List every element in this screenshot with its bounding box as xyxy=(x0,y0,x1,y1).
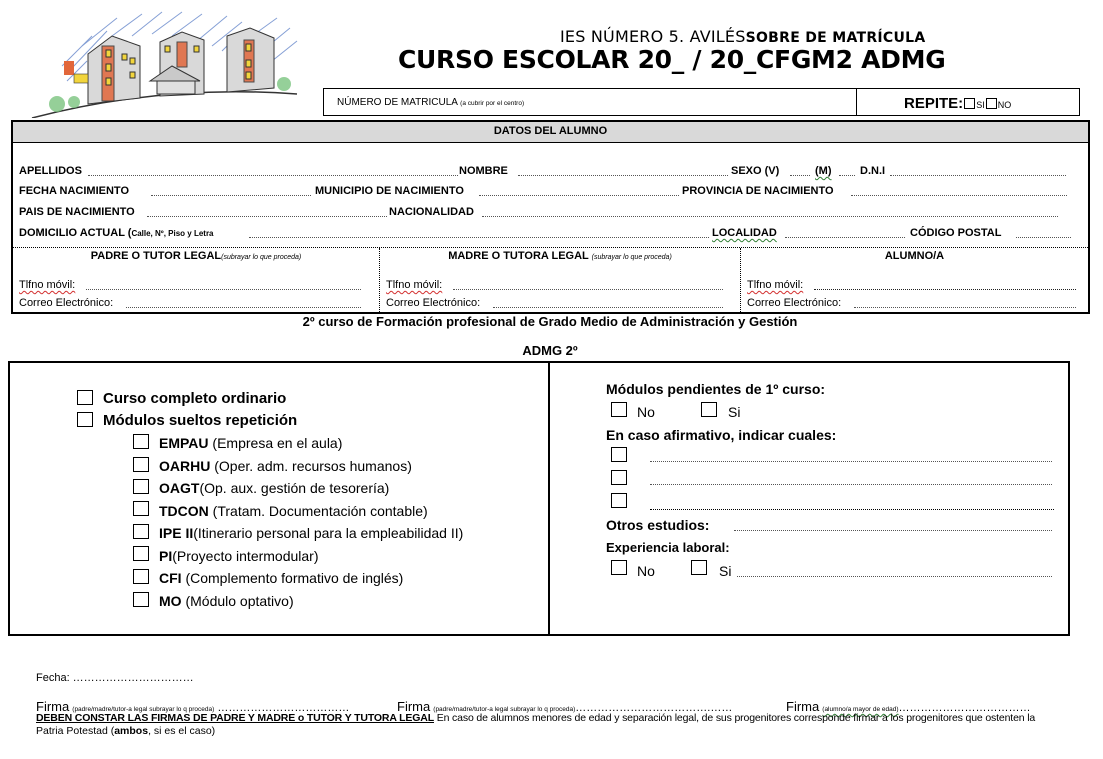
module-desc: (Proyecto intermodular) xyxy=(172,548,319,564)
building-center xyxy=(150,32,204,96)
domicilio-input[interactable] xyxy=(249,237,709,238)
firma-label: Firma xyxy=(786,699,820,714)
alumno-email-input[interactable] xyxy=(854,307,1076,308)
provincia-input[interactable] xyxy=(851,195,1067,196)
module-oarhu xyxy=(159,458,412,474)
module-pi-checkbox[interactable] xyxy=(133,546,149,561)
module-code: OAGT xyxy=(159,480,200,496)
padre-email-label: Correo Electrónico: xyxy=(19,297,114,309)
alumno-phone-label: Tlfno móvil: xyxy=(747,279,804,291)
module-ipe-checkbox[interactable] xyxy=(133,524,149,539)
padre-email-input[interactable] xyxy=(126,307,361,308)
signature-warning xyxy=(36,712,1035,724)
firma-dots: ……………………………… xyxy=(214,702,350,714)
alumno-phone-input[interactable] xyxy=(814,289,1076,290)
enrollment-options-box xyxy=(8,361,1070,636)
firma-dots: ……………………………… xyxy=(898,702,1031,714)
madre-email-label: Correo Electrónico: xyxy=(386,297,481,309)
codigo-postal-label: CÓDIGO POSTAL xyxy=(910,227,1002,239)
domicilio-label xyxy=(19,227,214,239)
warning-line2-b: , si es el caso) xyxy=(148,725,216,737)
module-desc: (Tratam. Documentación contable) xyxy=(208,503,428,519)
municipio-label: MUNICIPIO DE NACIMIENTO xyxy=(315,185,464,197)
sexo-v-label: SEXO (V) xyxy=(731,165,780,177)
madre-email-input[interactable] xyxy=(493,307,723,308)
repite-field xyxy=(857,89,1079,115)
firma-label: Firma xyxy=(397,699,431,714)
otros-estudios-label: Otros estudios: xyxy=(606,517,710,533)
provincia-label: PROVINCIA DE NACIMIENTO xyxy=(682,185,834,197)
program-title: 2º curso de Formación profesional de Grado Medio de Administración y Gestión xyxy=(302,314,798,329)
warning-bold: DEBEN CONSTAR LAS FIRMAS DE PADRE Y MADRE o TUTOR Y TUTORA LEGAL xyxy=(36,712,434,724)
pendiente-2-checkbox[interactable] xyxy=(611,470,627,485)
nacionalidad-input[interactable] xyxy=(482,216,1058,217)
experiencia-label: Experiencia laboral: xyxy=(606,540,730,555)
student-data-header: DATOS DEL ALUMNO xyxy=(13,122,1088,143)
experiencia-no-label: No xyxy=(637,563,655,579)
module-cfi xyxy=(159,570,403,586)
repite-no-checkbox[interactable] xyxy=(986,98,997,109)
module-oagt xyxy=(159,480,389,496)
alumno-email-label: Correo Electrónico: xyxy=(747,297,842,309)
madre-phone-input[interactable] xyxy=(453,289,723,290)
apellidos-input[interactable] xyxy=(88,175,458,176)
modulos-sueltos-checkbox[interactable] xyxy=(77,412,93,427)
fecha-nacimiento-text: FECHA NACIMIENTO xyxy=(19,185,129,197)
module-code: MO xyxy=(159,593,182,609)
otros-estudios-input[interactable] xyxy=(734,530,1052,531)
module-desc: (Empresa en el aula) xyxy=(208,435,343,451)
sexo-m-label: (M) xyxy=(815,165,832,177)
repite-label: REPITE: xyxy=(904,95,964,112)
afirmativo-title: En caso afirmativo, indicar cuales: xyxy=(606,427,837,443)
contact-padre xyxy=(13,248,379,312)
pendiente-1-input[interactable] xyxy=(650,461,1052,462)
curso-completo-checkbox[interactable] xyxy=(77,390,93,405)
dni-label: D.N.I xyxy=(860,165,886,177)
pendientes-si-label: Si xyxy=(728,404,741,420)
firma-note: (padre/madre/tutor-a legal subrayar lo q proceda) xyxy=(72,706,215,713)
fecha-nacimiento-input[interactable] xyxy=(151,195,311,196)
apellidos-label: APELLIDOS xyxy=(19,165,82,177)
pais-input[interactable] xyxy=(147,216,387,217)
fecha-field[interactable]: Fecha: …………………………… xyxy=(36,672,194,684)
padre-phone-input[interactable] xyxy=(86,289,361,290)
module-code: OARHU xyxy=(159,458,211,474)
module-mo xyxy=(159,593,294,609)
contact-alumno xyxy=(740,248,1088,312)
module-code: IPE II xyxy=(159,525,194,541)
pendiente-1-checkbox[interactable] xyxy=(611,447,627,462)
module-desc: (Op. aux. gestión de tesorería) xyxy=(199,480,390,496)
experiencia-si-checkbox[interactable] xyxy=(691,560,707,575)
module-tdcon xyxy=(159,503,428,519)
sexo-v-input[interactable] xyxy=(790,175,810,176)
codigo-postal-input[interactable] xyxy=(1016,237,1071,238)
warning-text: En caso de alumnos menores de edad y separación legal, de sus progenitores corresponde firmar a los progenitores que ostenten la xyxy=(433,712,1036,724)
pendientes-no-label: No xyxy=(637,404,655,420)
warning-line2-a: Patria Potestad ( xyxy=(36,725,115,737)
module-cfi-checkbox[interactable] xyxy=(133,569,149,584)
module-ipe xyxy=(159,525,463,541)
matricula-number-field[interactable] xyxy=(324,89,857,115)
pendiente-3-checkbox[interactable] xyxy=(611,493,627,508)
nacionalidad-label: NACIONALIDAD xyxy=(389,206,474,218)
module-code: TDCON xyxy=(159,503,209,519)
course-title: CURSO ESCOLAR 20_ / 20_CFGM2 ADMG xyxy=(398,45,946,74)
repite-no-label: NO xyxy=(997,100,1012,110)
module-pi xyxy=(159,548,319,564)
nombre-input[interactable] xyxy=(518,175,728,176)
module-desc: (Módulo optativo) xyxy=(181,593,294,609)
building-left xyxy=(88,36,140,104)
contact-madre xyxy=(379,248,740,312)
module-code: CFI xyxy=(159,570,182,586)
madre-phone-label: Tlfno móvil: xyxy=(386,279,443,291)
pendiente-3-input[interactable] xyxy=(650,509,1054,510)
experiencia-si-label: Si xyxy=(719,563,732,579)
module-tdcon-checkbox[interactable] xyxy=(133,501,149,516)
module-desc: (Itinerario personal para la empleabilidad II) xyxy=(193,525,464,541)
module-code: EMPAU xyxy=(159,435,209,451)
firma-note: (alumno/a mayor de edad) xyxy=(822,706,899,713)
domicilio-text: DOMICILIO ACTUAL ( xyxy=(19,227,132,239)
contact-madre-title: MADRE O TUTORA LEGAL xyxy=(448,250,592,262)
localidad-input[interactable] xyxy=(785,237,905,238)
module-oagt-checkbox[interactable] xyxy=(133,479,149,494)
program-code: ADMG 2º xyxy=(522,343,578,358)
matricula-note: (a cubrir por el centro) xyxy=(460,100,525,107)
contacts-section xyxy=(13,247,1088,312)
contact-padre-note: (subrayar lo que proceda) xyxy=(221,254,302,261)
module-code: PI xyxy=(159,548,173,564)
firma-note: (padre/madre/tutor-a legal subrayar lo q proceda) xyxy=(433,706,576,713)
pendientes-no-checkbox[interactable] xyxy=(611,402,627,417)
module-empau-checkbox[interactable] xyxy=(133,434,149,449)
contact-madre-note: (subrayar lo que proceda) xyxy=(591,254,672,261)
sexo-m-input[interactable] xyxy=(839,175,855,176)
school-name: IES NÚMERO 5. AVILÉS xyxy=(560,27,746,46)
school-title xyxy=(560,27,926,46)
contact-alumno-title: ALUMNO/A xyxy=(884,250,945,262)
firma-label: Firma xyxy=(36,699,70,714)
module-desc: (Complemento formativo de inglés) xyxy=(181,570,404,586)
nombre-label: NOMBRE xyxy=(459,165,508,177)
building-right xyxy=(227,28,274,92)
module-mo-checkbox[interactable] xyxy=(133,592,149,607)
repite-si-checkbox[interactable] xyxy=(964,98,975,109)
repite-si-label: SI xyxy=(976,100,985,110)
firma-dots: ……………………………….…… xyxy=(575,702,733,714)
contact-padre-title: PADRE O TUTOR LEGAL xyxy=(90,250,222,262)
modulos-sueltos-label: Módulos sueltos repetición xyxy=(103,412,298,429)
pais-label: PAIS DE NACIMIENTO xyxy=(19,206,135,218)
module-empau xyxy=(159,435,342,451)
dni-input[interactable] xyxy=(890,175,1066,176)
document-type: SOBRE DE MATRÍCULA xyxy=(745,30,926,46)
signature-warning-line2 xyxy=(36,725,215,737)
warning-line2-bold: ambos xyxy=(114,725,149,737)
domicilio-note: Calle, Nº, Piso y Letra xyxy=(131,229,214,238)
student-data-section xyxy=(11,120,1090,314)
pendiente-2-input[interactable] xyxy=(650,484,1052,485)
pendientes-title: Módulos pendientes de 1º curso: xyxy=(606,381,826,397)
experiencia-no-checkbox[interactable] xyxy=(611,560,627,575)
pendientes-si-checkbox[interactable] xyxy=(701,402,717,417)
module-desc: (Oper. adm. recursos humanos) xyxy=(210,458,412,474)
column-divider xyxy=(548,363,550,634)
matricula-box xyxy=(323,88,1080,116)
localidad-label: LOCALIDAD xyxy=(712,227,777,239)
matricula-label: NÚMERO DE MATRICULA xyxy=(337,97,458,108)
curso-completo-label: Curso completo ordinario xyxy=(103,390,287,407)
fecha-nacimiento-label xyxy=(19,185,129,197)
school-logo xyxy=(22,6,308,118)
municipio-input[interactable] xyxy=(479,195,679,196)
padre-phone-label: Tlfno móvil: xyxy=(19,279,76,291)
module-oarhu-checkbox[interactable] xyxy=(133,457,149,472)
experiencia-input[interactable] xyxy=(737,576,1052,577)
